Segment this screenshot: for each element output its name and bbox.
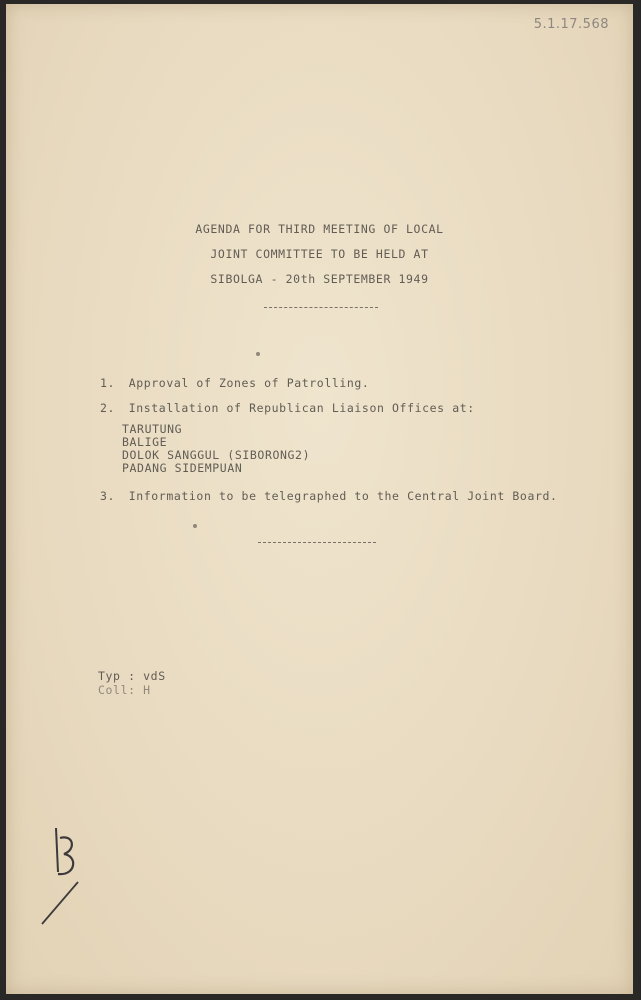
heading-line-2: JOINT COMMITTEE TO BE HELD AT [210, 247, 429, 261]
location-item: BALIGE [122, 435, 168, 449]
heading-line-3: SIBOLGA - 20th SEPTEMBER 1949 [210, 272, 429, 286]
item-number: 1. [100, 376, 116, 390]
agenda-item-3 [100, 485, 558, 504]
divider-top [264, 307, 378, 308]
location-item: PADANG SIDEMPUAN [122, 461, 243, 475]
collator-initials: Coll: H [98, 683, 151, 697]
document-page [6, 4, 633, 994]
agenda-item-2 [100, 397, 475, 416]
location-item: DOLOK SANGGUL (SIBORONG2) [122, 448, 311, 462]
archive-number: 5.1.17.568 [533, 17, 609, 32]
handwritten-mark [34, 824, 94, 934]
ink-spot [256, 352, 260, 356]
heading-line-1: AGENDA FOR THIRD MEETING OF LOCAL [195, 222, 444, 236]
ink-spot [193, 524, 197, 528]
typist-initials: Typ : vdS [98, 669, 166, 683]
item-text: Installation of Republican Liaison Offices at: [128, 401, 475, 415]
divider-bottom [258, 542, 376, 543]
item-text: Information to be telegraphed to the Central Joint Board. [128, 489, 558, 503]
agenda-item-1 [100, 372, 369, 391]
item-number: 2. [100, 401, 116, 415]
item-number: 3. [100, 489, 116, 503]
location-item: TARUTUNG [122, 422, 183, 436]
item-text: Approval of Zones of Patrolling. [128, 376, 370, 390]
